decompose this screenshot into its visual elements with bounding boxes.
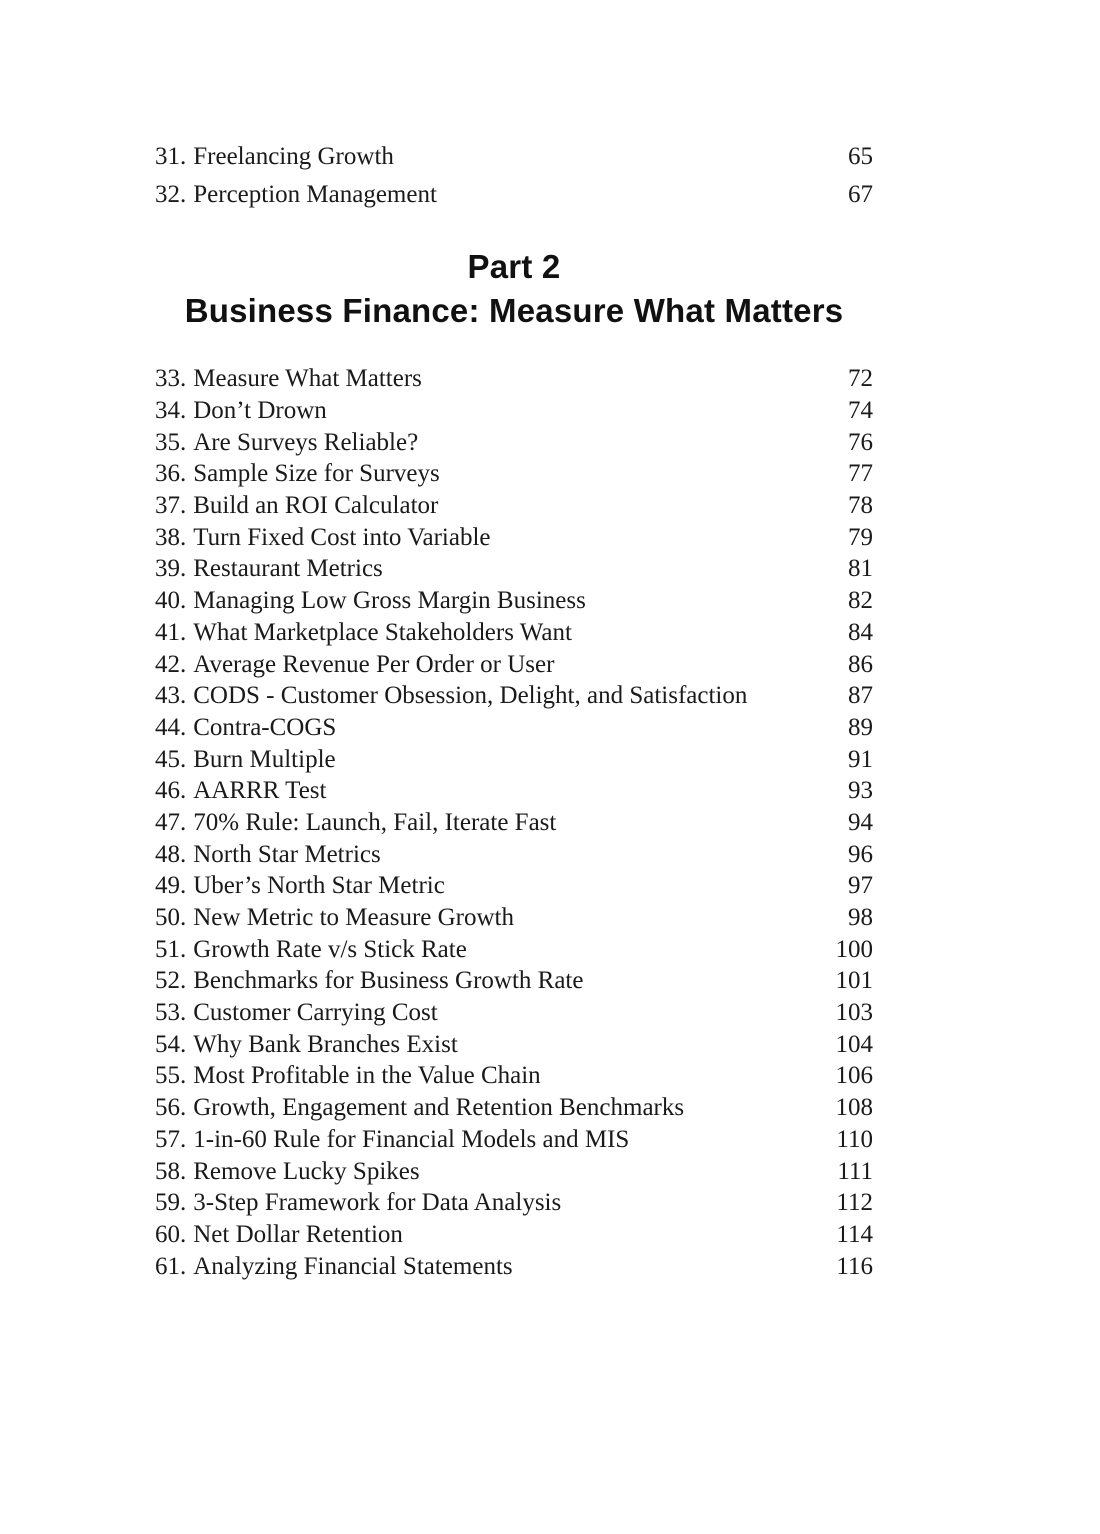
toc-entry-text: Growth Rate v/s Stick Rate bbox=[193, 935, 467, 963]
toc-entry-number: 45. bbox=[155, 745, 187, 773]
toc-entry-page: 91 bbox=[848, 745, 873, 773]
toc-entry-title bbox=[155, 430, 418, 455]
toc-entry-text: Don’t Drown bbox=[193, 397, 327, 425]
toc-entry-title bbox=[155, 1032, 458, 1057]
part-label: Part 2 bbox=[467, 248, 561, 285]
toc-entry-title bbox=[155, 683, 747, 708]
toc-entry-text: Are Surveys Reliable? bbox=[193, 428, 419, 456]
toc-entry[interactable] bbox=[155, 1250, 873, 1282]
toc-entry-page: 89 bbox=[848, 713, 873, 741]
toc-entry-page: 86 bbox=[848, 650, 873, 678]
toc-entry[interactable] bbox=[155, 680, 873, 712]
toc-entry-text: CODS - Customer Obsession, Delight, and Satisfaction bbox=[193, 682, 748, 710]
toc-entry-number: 60. bbox=[155, 1220, 187, 1248]
toc-entry-title bbox=[155, 1159, 420, 1184]
toc-entry[interactable] bbox=[155, 1219, 873, 1251]
toc-entry-number: 47. bbox=[155, 808, 187, 836]
toc-entry-title bbox=[155, 905, 514, 930]
toc-entry-title bbox=[155, 1254, 513, 1279]
toc-entry-text: 1-in-60 Rule for Financial Models and MIS bbox=[193, 1125, 630, 1153]
toc-entry[interactable] bbox=[155, 363, 873, 395]
toc-entry[interactable] bbox=[155, 617, 873, 649]
toc-entry-text: Uber’s North Star Metric bbox=[193, 872, 445, 900]
toc-entry-page: 110 bbox=[836, 1125, 873, 1153]
toc-entry-page: 104 bbox=[835, 1030, 873, 1058]
toc-entry-page: 72 bbox=[848, 365, 873, 393]
toc-entry-number: 44. bbox=[155, 713, 187, 741]
toc-entry[interactable] bbox=[155, 490, 873, 522]
toc-entry-title bbox=[155, 1095, 684, 1120]
toc-entry[interactable] bbox=[155, 553, 873, 585]
toc-entry-title bbox=[155, 144, 394, 169]
toc-entry-text: Turn Fixed Cost into Variable bbox=[193, 523, 491, 551]
toc-entry-page: 76 bbox=[848, 428, 873, 456]
toc-entry-text: Perception Management bbox=[193, 180, 437, 208]
toc-entry-number: 52. bbox=[155, 967, 187, 995]
toc-entry-number: 53. bbox=[155, 999, 187, 1027]
toc-entry-title bbox=[155, 1127, 629, 1152]
toc-entry-text: What Marketplace Stakeholders Want bbox=[193, 618, 572, 646]
toc-entry-page: 67 bbox=[848, 180, 873, 208]
toc-entry-page: 108 bbox=[835, 1094, 873, 1122]
toc-entry-title bbox=[155, 588, 586, 613]
toc-entry-title bbox=[155, 1190, 561, 1215]
toc-entry-number: 46. bbox=[155, 777, 187, 805]
toc-entry-text: Measure What Matters bbox=[193, 365, 422, 393]
toc-entry-title bbox=[155, 747, 336, 772]
toc-entry-number: 42. bbox=[155, 650, 187, 678]
toc-entry[interactable] bbox=[155, 1155, 873, 1187]
toc-entry-text: Why Bank Branches Exist bbox=[193, 1030, 458, 1058]
toc-entry-page: 74 bbox=[848, 397, 873, 425]
toc-entry-title bbox=[155, 652, 554, 677]
toc-entry-title bbox=[155, 873, 445, 898]
toc-entry-text: Contra-COGS bbox=[193, 713, 337, 741]
toc-entry-text: 70% Rule: Launch, Fail, Iterate Fast bbox=[193, 808, 557, 836]
toc-entry-text: Restaurant Metrics bbox=[193, 555, 383, 583]
part-title: Business Finance: Measure What Matters bbox=[184, 292, 844, 329]
toc-entry-number: 41. bbox=[155, 618, 187, 646]
toc-entry[interactable] bbox=[155, 807, 873, 839]
toc-entry-title bbox=[155, 620, 572, 645]
toc-entry-number: 61. bbox=[155, 1252, 187, 1280]
toc-entry-number: 37. bbox=[155, 492, 187, 520]
toc-entry-page: 114 bbox=[836, 1220, 873, 1248]
toc-entry-title bbox=[155, 937, 467, 962]
toc-entry[interactable] bbox=[155, 965, 873, 997]
toc-entry[interactable] bbox=[155, 1124, 873, 1156]
toc-entry-title bbox=[155, 366, 422, 391]
toc-entry-title bbox=[155, 968, 583, 993]
toc-entry[interactable] bbox=[155, 521, 873, 553]
toc-entry-number: 54. bbox=[155, 1030, 187, 1058]
toc-entry-number: 56. bbox=[155, 1094, 187, 1122]
toc-entry[interactable] bbox=[155, 395, 873, 427]
toc-entry-number: 58. bbox=[155, 1157, 187, 1185]
toc-entry-text: Build an ROI Calculator bbox=[193, 492, 439, 520]
toc-list-part1-end bbox=[155, 137, 873, 213]
toc-entry[interactable] bbox=[155, 137, 873, 175]
toc-entry-number: 50. bbox=[155, 904, 187, 932]
toc-entry-title bbox=[155, 1063, 541, 1088]
toc-entry-text: Benchmarks for Business Growth Rate bbox=[193, 967, 584, 995]
toc-entry-number: 55. bbox=[155, 1062, 187, 1090]
toc-entry-number: 35. bbox=[155, 428, 187, 456]
toc-entry[interactable] bbox=[155, 775, 873, 807]
toc-entry-page: 87 bbox=[848, 682, 873, 710]
toc-entry-page: 77 bbox=[848, 460, 873, 488]
toc-entry-title bbox=[155, 556, 383, 581]
toc-entry-text: Burn Multiple bbox=[193, 745, 336, 773]
toc-entry-text: 3-Step Framework for Data Analysis bbox=[193, 1189, 562, 1217]
toc-entry[interactable] bbox=[155, 997, 873, 1029]
toc-entry-page: 93 bbox=[848, 777, 873, 805]
toc-entry-number: 38. bbox=[155, 523, 187, 551]
toc-entry-number: 43. bbox=[155, 682, 187, 710]
toc-entry-text: Sample Size for Surveys bbox=[193, 460, 440, 488]
toc-entry-title bbox=[155, 1000, 438, 1025]
toc-entry-page: 106 bbox=[835, 1062, 873, 1090]
toc-entry-number: 34. bbox=[155, 397, 187, 425]
toc-entry-number: 39. bbox=[155, 555, 187, 583]
toc-entry[interactable] bbox=[155, 743, 873, 775]
toc-entry[interactable] bbox=[155, 712, 873, 744]
toc-entry-title bbox=[155, 493, 438, 518]
toc-entry-title bbox=[155, 525, 491, 550]
toc-entry-number: 59. bbox=[155, 1189, 187, 1217]
toc-entry-page: 96 bbox=[848, 840, 873, 868]
toc-entry-page: 84 bbox=[848, 618, 873, 646]
toc-entry-text: AARRR Test bbox=[193, 777, 327, 805]
toc-entry-text: Customer Carrying Cost bbox=[193, 999, 438, 1027]
toc-entry-page: 116 bbox=[836, 1252, 873, 1280]
toc-entry-title bbox=[155, 715, 336, 740]
toc-entry-text: Net Dollar Retention bbox=[193, 1220, 403, 1248]
toc-entry-number: 33. bbox=[155, 365, 187, 393]
toc-entry-title bbox=[155, 461, 440, 486]
toc-entry-title bbox=[155, 182, 437, 207]
toc-entry-page: 103 bbox=[835, 999, 873, 1027]
toc-entry-title bbox=[155, 398, 327, 423]
toc-entry[interactable] bbox=[155, 175, 873, 213]
toc-entry[interactable] bbox=[155, 870, 873, 902]
toc-entry-text: Freelancing Growth bbox=[193, 142, 394, 170]
toc-entry-page: 78 bbox=[848, 492, 873, 520]
toc-entry[interactable] bbox=[155, 1060, 873, 1092]
toc-entry-title bbox=[155, 778, 326, 803]
toc-entry[interactable] bbox=[155, 426, 873, 458]
toc-entry[interactable] bbox=[155, 648, 873, 680]
toc-entry-title bbox=[155, 1222, 403, 1247]
toc-entry-title bbox=[155, 810, 556, 835]
toc-entry-number: 51. bbox=[155, 935, 187, 963]
toc-entry-text: New Metric to Measure Growth bbox=[193, 904, 514, 932]
toc-entry-page: 94 bbox=[848, 808, 873, 836]
toc-entry-page: 79 bbox=[848, 523, 873, 551]
toc-entry-text: Remove Lucky Spikes bbox=[193, 1157, 420, 1185]
toc-entry-number: 48. bbox=[155, 840, 187, 868]
toc-entry-page: 81 bbox=[848, 555, 873, 583]
toc-entry-number: 49. bbox=[155, 872, 187, 900]
toc-entry[interactable] bbox=[155, 458, 873, 490]
toc-entry-page: 82 bbox=[848, 587, 873, 615]
toc-entry-text: Average Revenue Per Order or User bbox=[193, 650, 555, 678]
toc-entry[interactable] bbox=[155, 1092, 873, 1124]
toc-entry[interactable] bbox=[155, 902, 873, 934]
toc-entry-page: 98 bbox=[848, 904, 873, 932]
toc-entry-page: 65 bbox=[848, 142, 873, 170]
toc-entry-number: 31. bbox=[155, 142, 187, 170]
toc-entry-text: Managing Low Gross Margin Business bbox=[193, 587, 586, 615]
toc-entry-number: 32. bbox=[155, 180, 187, 208]
toc-entry-text: Analyzing Financial Statements bbox=[193, 1252, 513, 1280]
toc-entry-page: 100 bbox=[835, 935, 873, 963]
toc-entry[interactable] bbox=[155, 933, 873, 965]
toc-entry-number: 36. bbox=[155, 460, 187, 488]
toc-entry[interactable] bbox=[155, 838, 873, 870]
toc-entry-page: 97 bbox=[848, 872, 873, 900]
toc-entry[interactable] bbox=[155, 585, 873, 617]
toc-entry-number: 57. bbox=[155, 1125, 187, 1153]
toc-entry[interactable] bbox=[155, 1028, 873, 1060]
toc-list-part2 bbox=[155, 363, 873, 1282]
toc-entry-text: North Star Metrics bbox=[193, 840, 381, 868]
toc-entry-text: Most Profitable in the Value Chain bbox=[193, 1062, 541, 1090]
toc-entry-page: 112 bbox=[836, 1189, 873, 1217]
toc-entry-number: 40. bbox=[155, 587, 187, 615]
toc-entry[interactable] bbox=[155, 1187, 873, 1219]
toc-entry-page: 101 bbox=[835, 967, 873, 995]
toc-entry-text: Growth, Engagement and Retention Benchmarks bbox=[193, 1094, 685, 1122]
toc-entry-title bbox=[155, 842, 381, 867]
toc-entry-page: 111 bbox=[837, 1157, 873, 1185]
